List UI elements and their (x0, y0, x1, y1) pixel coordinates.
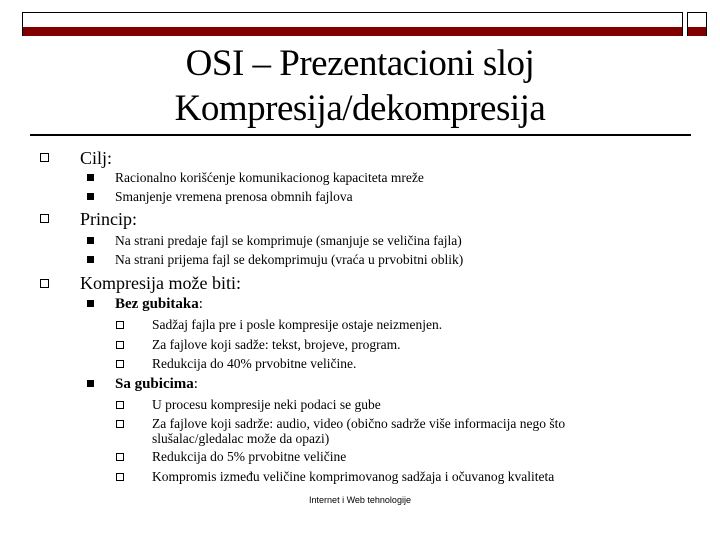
slide-title-line-1: OSI – Prezentacioni sloj (185, 43, 535, 84)
filled-square-bullet-icon (87, 193, 94, 200)
bullet-cilj: Cilj: (80, 148, 113, 168)
header-bar (22, 12, 683, 36)
sub-bullet-bez-gubitaka (115, 295, 203, 313)
sa-item-4: Kompromis između veličine komprimovanog sadžaja i očuvanog kvaliteta (152, 469, 555, 484)
cilj-item-2: Smanjenje vremena prenosa obmnih fajlova (115, 189, 353, 204)
hollow-square-bullet-icon (116, 453, 124, 461)
hollow-square-bullet-icon (116, 401, 124, 409)
hollow-square-bullet-icon (116, 321, 124, 329)
hollow-square-bullet-icon (40, 279, 49, 288)
sa-item-1: U procesu kompresije neki podaci se gube (152, 397, 381, 412)
hollow-square-bullet-icon (116, 420, 124, 428)
filled-square-bullet-icon (87, 380, 94, 387)
filled-square-bullet-icon (87, 237, 94, 244)
hollow-square-bullet-icon (40, 153, 49, 162)
sub-bullet-sa-gubicima (115, 375, 198, 393)
hollow-square-bullet-icon (116, 473, 124, 481)
filled-square-bullet-icon (87, 300, 94, 307)
bez-item-1: Sadžaj fajla pre i posle kompresije ostaje neizmenjen. (152, 317, 443, 332)
bez-gubitaka-colon: : (198, 296, 203, 312)
princip-item-2: Na strani prijema fajl se dekomprimuju (vraća u prvobitni oblik) (115, 252, 464, 267)
header-corner-band (688, 27, 706, 36)
bez-item-3: Redukcija do 40% prvobitne veličine. (152, 356, 357, 371)
filled-square-bullet-icon (87, 174, 94, 181)
slide-title-line-2: Kompresija/dekompresija (174, 88, 546, 129)
header-bar-band (23, 27, 682, 36)
header-corner-box (687, 12, 707, 36)
hollow-square-bullet-icon (116, 341, 124, 349)
sa-gubicima-label: Sa gubicima (115, 376, 194, 392)
sa-item-2: Za fajlove koji sadrže: audio, video (obično sadrže više informacija nego što (152, 416, 566, 431)
slide-footer: Internet i Web tehnologije (309, 495, 411, 505)
bullet-princip: Princip: (80, 209, 137, 229)
princip-item-1: Na strani predaje fajl se komprimuje (smanjuje se veličina fajla) (115, 233, 462, 248)
bez-item-2: Za fajlove koji sadže: tekst, brojeve, program. (152, 337, 401, 352)
bullet-kompresija: Kompresija može biti: (80, 273, 241, 293)
sa-gubicima-colon: : (193, 376, 198, 392)
sa-item-3: Redukcija do 5% prvobitne veličine (152, 449, 347, 464)
bez-gubitaka-label: Bez gubitaka (115, 296, 199, 312)
title-divider (30, 134, 691, 136)
cilj-item-1: Racionalno korišćenje komunikacionog kapaciteta mreže (115, 170, 424, 185)
sa-item-2-cont: slušalac/gledalac može da opazi) (152, 431, 330, 446)
filled-square-bullet-icon (87, 256, 94, 263)
hollow-square-bullet-icon (40, 214, 49, 223)
hollow-square-bullet-icon (116, 360, 124, 368)
